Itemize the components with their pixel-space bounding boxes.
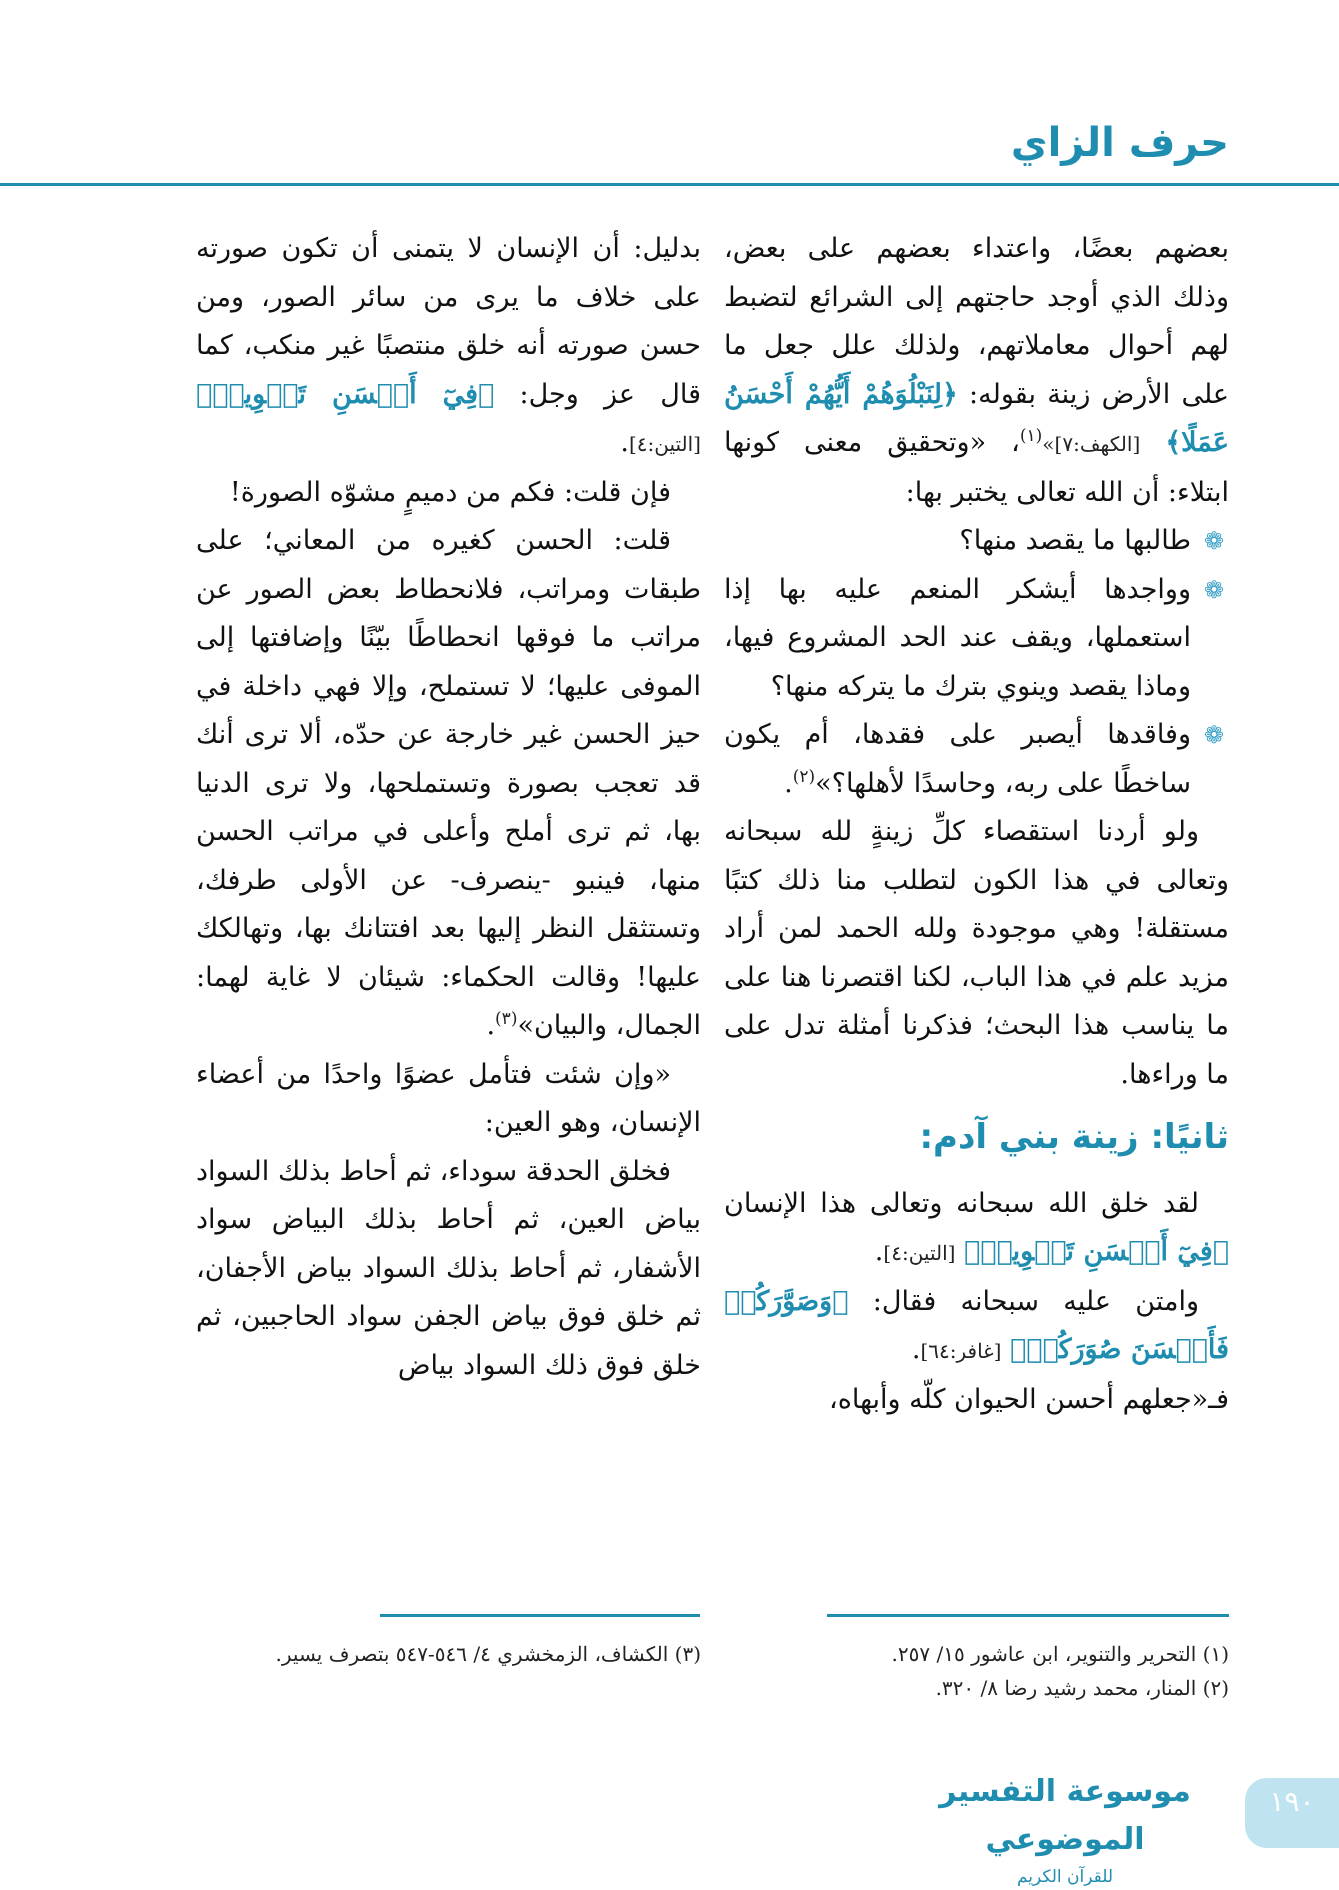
- paragraph: فإن قلت: فكم من دميمٍ مشوّه الصورة!: [229, 476, 671, 508]
- section-heading: ثانيًا: زينة بني آدم:: [919, 1117, 1229, 1157]
- footnote-marker[interactable]: (٣): [495, 1009, 518, 1029]
- right-column: [724, 225, 1229, 1424]
- verse-reference: [الكهف:٧]»: [1042, 432, 1141, 456]
- paragraph: «وإن شئت فتأمل عضوًا واحدًا من أعضاء الإنسان، وهو العين:: [196, 1058, 701, 1138]
- left-column: [196, 225, 701, 1390]
- list-item: ❁ وواجدها أيشكر المنعم عليه بها إذا استعملها، ويقف عند الحد المشروع فيها، وماذا يقصد وينوي بترك ما يتركه منها؟: [724, 566, 1229, 712]
- footnote: (٢) المنار، محمد رشيد رضا ٨/ ٣٢٠.: [935, 1676, 1229, 1700]
- quran-verse: ﴿وَصَوَّرَكُمۡ فَأَحۡسَنَ صُوَرَكُمۡ﴾: [724, 1285, 1229, 1365]
- footnote-marker[interactable]: (١): [1019, 426, 1043, 446]
- list-item: ❁ طالبها ما يقصد منها؟: [724, 517, 1229, 566]
- logo-title: موسوعة التفسير الموضوعي: [939, 1774, 1191, 1857]
- paragraph: لقد خلق الله سبحانه وتعالى هذا الإنسان ﴿فِيٓ أَحۡسَنِ تَقۡوِيمٖ﴾ [التين:٤].: [724, 1187, 1229, 1267]
- paragraph: قلت: الحسن كغيره من المعاني؛ على طبقات ومراتب، فلانحطاط بعض الصور عن مراتب ما فوقها انحطاطًا بيّنًا وإضافتها إلى الموفى عليها؛ لا تستملح، وإلا فهي داخلة في حيز الحسن غير خارجة عن حدّه، ألا ترى أنك قد تعجب بصورة وتستملحها، ولا ترى الدنيا بها، ثم ترى أملح وأعلى في مراتب الحسن منها، فينبو -ينصرف- عن الأولى طرفك، وتستثقل النظر إليها بعد افتتانك بها، وتهالكك عليها! وقالت الحكماء: شيئان لا غاية لهما: الجمال، والبيان»$^{(٣)}$.: [196, 525, 701, 1041]
- list-item: ❁ وفاقدها أيصبر على فقدها، أم يكون ساخطًا على ربه، وحاسدًا لأهلها؟»$^{(٢)}$.: [724, 711, 1229, 808]
- flower-bullet-icon: ❁: [1203, 527, 1225, 555]
- bullet-list: [724, 517, 1229, 808]
- footnote-divider: [827, 1614, 1229, 1617]
- verse-reference: [غافر:٦٤]: [920, 1339, 1002, 1363]
- footnotes-right: [724, 1637, 1229, 1705]
- paragraph: فـ«جعلهم أحسن الحيوان كلّه وأبهاه،: [828, 1383, 1229, 1415]
- flower-bullet-icon: ❁: [1203, 721, 1225, 749]
- verse-reference: [التين:٤]: [883, 1241, 956, 1265]
- header-divider: [0, 183, 1339, 186]
- chapter-title: حرف الزاي: [1010, 120, 1229, 166]
- paragraph: بعضهم بعضًا، واعتداء بعضهم على بعض، وذلك الذي أوجد حاجتهم إلى الشرائع لتضبط لهم أحوال معاملاتهم، ولذلك علل جعل ما على الأرض زينة بقوله: ﴿لِنَبْلُوَهُمْ أَيُّهُمْ أَحْسَنُ عَمَلًا﴾ [الكهف:٧]»$^{(١)}$، «وتحقيق معنى كونها ابتلاء: أن الله تعالى يختبر بها:: [724, 233, 1229, 508]
- page-number: ١٩٠: [1269, 1785, 1315, 1818]
- verse-reference: [التين:٤]: [628, 432, 701, 456]
- paragraph: فخلق الحدقة سوداء، ثم أحاط بذلك السواد بياض العين، ثم أحاط بذلك البياض سواد الأشفار، ثم أحاط بذلك السواد بياض الأجفان، ثم خلق فوق بياض الجفن سواد الحاجبين، ثم خلق فوق ذلك السواد بياض: [196, 1155, 701, 1381]
- logo-subtitle: للقرآن الكريم: [1016, 1867, 1114, 1887]
- quran-verse: ﴿فِيٓ أَحۡسَنِ تَقۡوِيمٖ﴾: [196, 378, 495, 410]
- footnote-divider: [380, 1614, 700, 1617]
- footnotes-left: [196, 1637, 701, 1671]
- footnote: (٣) الكشاف، الزمخشري ٤/ ٥٤٦-٥٤٧ بتصرف يسير.: [275, 1642, 701, 1666]
- paragraph: بدليل: أن الإنسان لا يتمنى أن تكون صورته على خلاف ما يرى من سائر الصور، ومن حسن صورته أنه خلق منتصبًا غير منكب، كما قال عز وجل: ﴿فِيٓ أَحۡسَنِ تَقۡوِيمٖ﴾ [التين:٤].: [196, 233, 702, 458]
- paragraph: وامتن عليه سبحانه فقال: ﴿وَصَوَّرَكُمۡ فَأَحۡسَنَ صُوَرَكُمۡ﴾ [غافر:٦٤].: [724, 1285, 1229, 1365]
- footnote: (١) التحرير والتنوير، ابن عاشور ١٥/ ٢٥٧.: [891, 1642, 1229, 1666]
- flower-bullet-icon: ❁: [1203, 575, 1225, 604]
- footnote-marker[interactable]: (٢): [792, 766, 816, 787]
- quran-verse: ﴿لِنَبْلُوَهُمْ أَيُّهُمْ أَحْسَنُ عَمَلًا﴾: [724, 378, 1229, 458]
- paragraph: ولو أردنا استقصاء كلِّ زينةٍ لله سبحانه وتعالى في هذا الكون لتطلب منا ذلك كتبًا مستقلة! وهي موجودة ولله الحمد لمن أراد مزيد علم في هذا الباب، لكنا اقتصرنا هنا على ما يناسب هذا البحث؛ فذكرنا أمثلة تدل على ما وراءها.: [724, 816, 1229, 1090]
- encyclopedia-logo: [935, 1768, 1195, 1887]
- quran-verse: ﴿فِيٓ أَحۡسَنِ تَقۡوِيمٖ﴾: [964, 1236, 1229, 1267]
